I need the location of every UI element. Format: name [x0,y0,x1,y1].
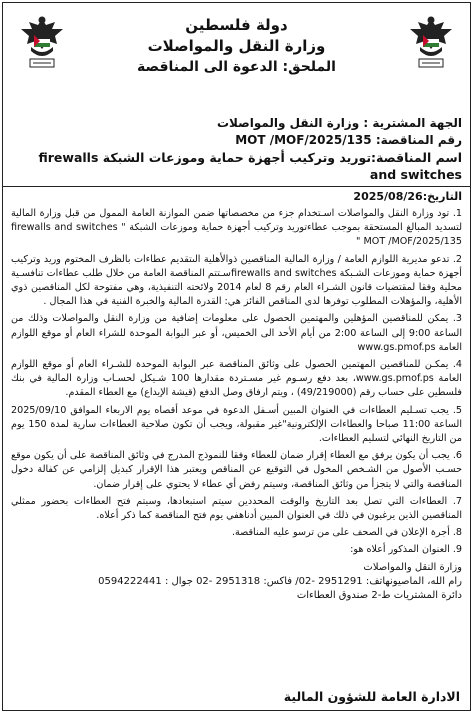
clause-8: 8. أجرة الإعلان في الصحف على من ترسو عليه المناقصة. [231,527,462,539]
header-titles [3,15,470,78]
annex-title: الملحق: الدعوة الى المناقصة [137,59,336,75]
clause-6: 6. يجب أن يكون يرفق مع العطاء إقرار ضمان للعطاء وفقا للنموذج المدرج في وثائق المناقصة على أن يكون موقع حسـب الأصول من الشـخص المخول في التوقيع عن المناقص ويعتبر هذا الإقرار كبديل إلزامي عن كفالة دخول المناقصة والتي لا يتجزأ من وثائق المناقصة، وسيتم رفض أي عطاء لا يحتوي على إقرار ضمان. [11,450,462,490]
clause-9: 9. العنوان المذكور أعلاه هو: [350,544,462,556]
clause-4: 4. يمكـن للمناقصين المهتمين الحصول على وثائق المناقصة عبر البوابة الموحدة للشـراء العام أو موقع اللوازم العامة www.gs.pmof.ps، بعد دفع رسـوم غير مسـتردة مقدارها 100 شـيكل لحسـاب وزارة المالية في بنك فلسطين على حساب رقم (49/219000) ، ويتم ارفاق وصل الدفع (قيشة الإيداع) مع العطاء المقدم. [11,359,462,399]
clause-7: 7. العطاءات التي تصل بعد التاريخ والوقت المحددين سيتم استبعادها، وسيتم فتح العطاءات بحضور ممثلي المناقصين الذين يرغبون في ذلك في العنوان المبين أدناهفي يوم فتح المناقصة كما ذكر أعلاه. [11,495,462,522]
tender-announcement [2,2,471,711]
footer-signature: الادارة العامة للشؤون المالية [283,689,460,704]
tender-body [3,187,470,603]
clause-3: 3. يمكن للمناقصين المؤهلين والمهتمين الحصول على معلومات إضافية من وزارة النقل والمواصلات وذلك من الساعة 9:00 إلى الساعة 2:00 من أيام الأحد الى الخميس، أو عبر البوابة الموحدة للشراء العام أو موقع اللوازم العامة www.gs.pmof.ps [11,313,462,353]
clause-5: 5. يجب تسـليم العطاءات في العنوان المبين أسـفل الدعوة في موعد أقصاه يوم الاربعاء الموافق 2025/09/10 الساعة 11:00 صباحا والعطاءات الإلكترونية"غير مقبولة، ويجب أن تكون صلاحية العطاءات سارية لمدة 150 يوم من التاريخ النهائي لتسليم العطاءات. [11,404,462,445]
address-box: دائرة المشتريات ط-2 صندوق العطاءات [296,589,462,601]
document-header [3,3,470,115]
tender-name: اسم المناقصة:توريد وتركيب أجهزة حماية وموزعات الشبكة firewalls and switches [38,150,462,182]
ministry-name: وزارة النقل والمواصلات [147,37,326,55]
address-ministry: وزارة النقل والمواصلات [363,561,462,573]
clause-2: 2. تدعو مديرية اللوازم العامة / وزارة المالية المناقصين ذوالأهلية الىتقديم عطاءات بالظرف المختوم وريد وتركيب أجهزة حماية وموزعات الشـبكة firewalls and switchesسـتتم المناقصة العامة من خلال طلب عطاءات تنافسـية محلية وفقا لمقتضيات قانون الشـراء العام رقم 8 لعام 2014 ولائحته التنفيذية، وهي مفتوحة لكل المناقصين ذوي الأهلية، والمؤهلات المطلوب توفرها لدى المناقص الفائز هي: القدرة المالية والخبرة الفنية في هذا المجال . [11,253,462,308]
buyer-line: الجهة المشترية : وزارة النقل والمواصلات [216,116,462,130]
clause-1: 1. تود وزارة النقل والمواصلات اسـتخدام جزء من مخصصاتها ضمن الموازنة العامة الممول من قبل وزارة المالية لتسديد المبالغ المستحقة بموجب عطاءتوريد وتركيب أجهزة حماية وموزعات الشبكة firewalls and switches " MOT /MOF/2025/135 " [11,208,463,248]
address-contact: رام الله، الماصيونهاتف: 2951291 -02/ فاكس: 2951318 -02 جوال : 0594222441 [98,575,462,587]
tender-meta [3,115,470,183]
announcement-date: التاريخ:2025/08/26 [353,190,462,203]
tender-number: رقم المناقصة: MOT /MOF/2025/135 [235,133,462,147]
address-block [11,561,462,603]
state-name: دولة فلسطين [185,16,288,34]
